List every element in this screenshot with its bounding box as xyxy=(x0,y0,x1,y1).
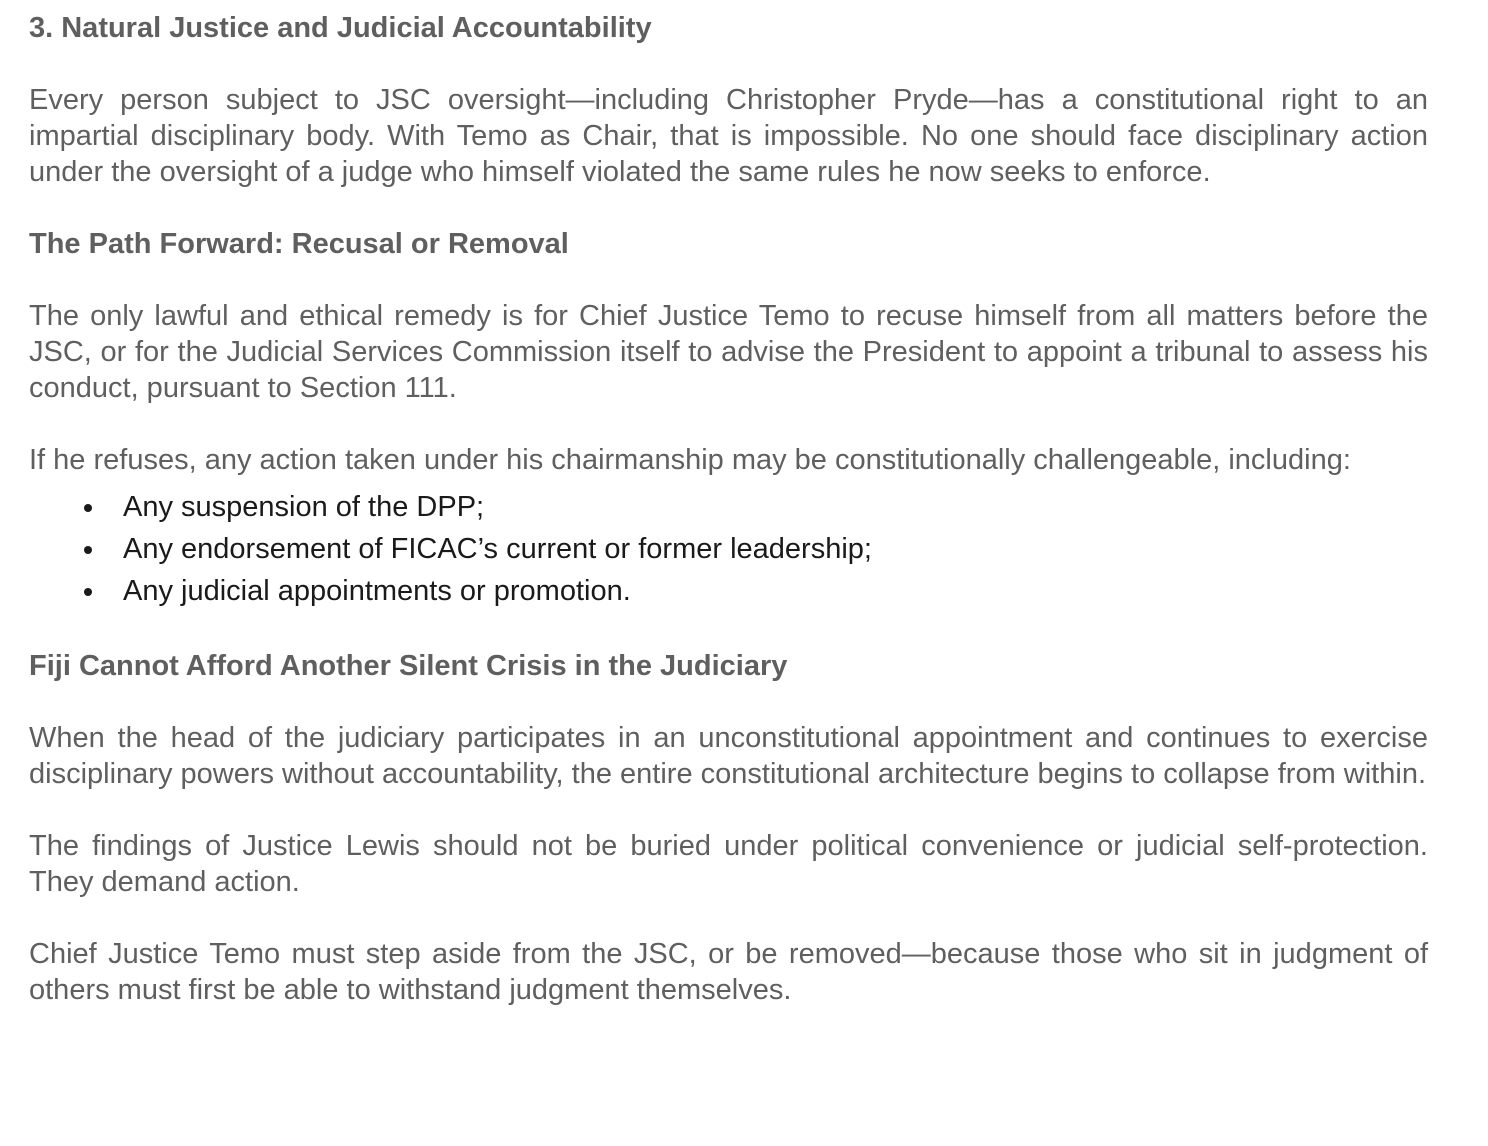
section-heading-path-forward: The Path Forward: Recusal or Removal xyxy=(29,228,569,260)
bullet-icon xyxy=(84,546,92,554)
section-heading-silent-crisis: Fiji Cannot Afford Another Silent Crisis in the Judiciary xyxy=(29,650,788,682)
paragraph: Every person subject to JSC oversight—including Christopher Pryde—has a constitutional right to an impartial disciplinary body. With Temo as Chair, that is impossible. No one should face disciplinary action under the oversight of a judge who himself violated the same rules he now seeks to enforce. xyxy=(29,84,1428,188)
list-item xyxy=(29,528,1428,570)
section-heading-natural-justice: 3. Natural Justice and Judicial Accountability xyxy=(29,12,652,44)
bullet-icon xyxy=(84,504,92,512)
list-item xyxy=(29,486,1428,528)
document-body xyxy=(29,10,1428,1008)
paragraph: When the head of the judiciary participates in an unconstitutional appointment and continues to exercise disciplinary powers without accountability, the entire constitutional architecture begins to collapse from within. xyxy=(29,722,1428,790)
bullet-icon xyxy=(84,588,92,596)
list-item-text: Any suspension of the DPP; xyxy=(123,491,485,523)
paragraph: Chief Justice Temo must step aside from the JSC, or be removed—because those who sit in judgment of others must first be able to withstand judgment themselves. xyxy=(29,938,1428,1006)
bullet-list xyxy=(29,486,1428,612)
list-item-text: Any judicial appointments or promotion. xyxy=(123,575,631,607)
list-item xyxy=(29,570,1428,612)
paragraph: The findings of Justice Lewis should not be buried under political convenience or judicial self-protection. They demand action. xyxy=(29,830,1428,898)
list-item-text: Any endorsement of FICAC’s current or former leadership; xyxy=(123,533,872,565)
paragraph: If he refuses, any action taken under his chairmanship may be constitutionally challengeable, including: xyxy=(29,444,1351,476)
paragraph: The only lawful and ethical remedy is for Chief Justice Temo to recuse himself from all matters before the JSC, or for the Judicial Services Commission itself to advise the President to appoint a tribunal to assess his conduct, pursuant to Section 111. xyxy=(29,300,1428,404)
